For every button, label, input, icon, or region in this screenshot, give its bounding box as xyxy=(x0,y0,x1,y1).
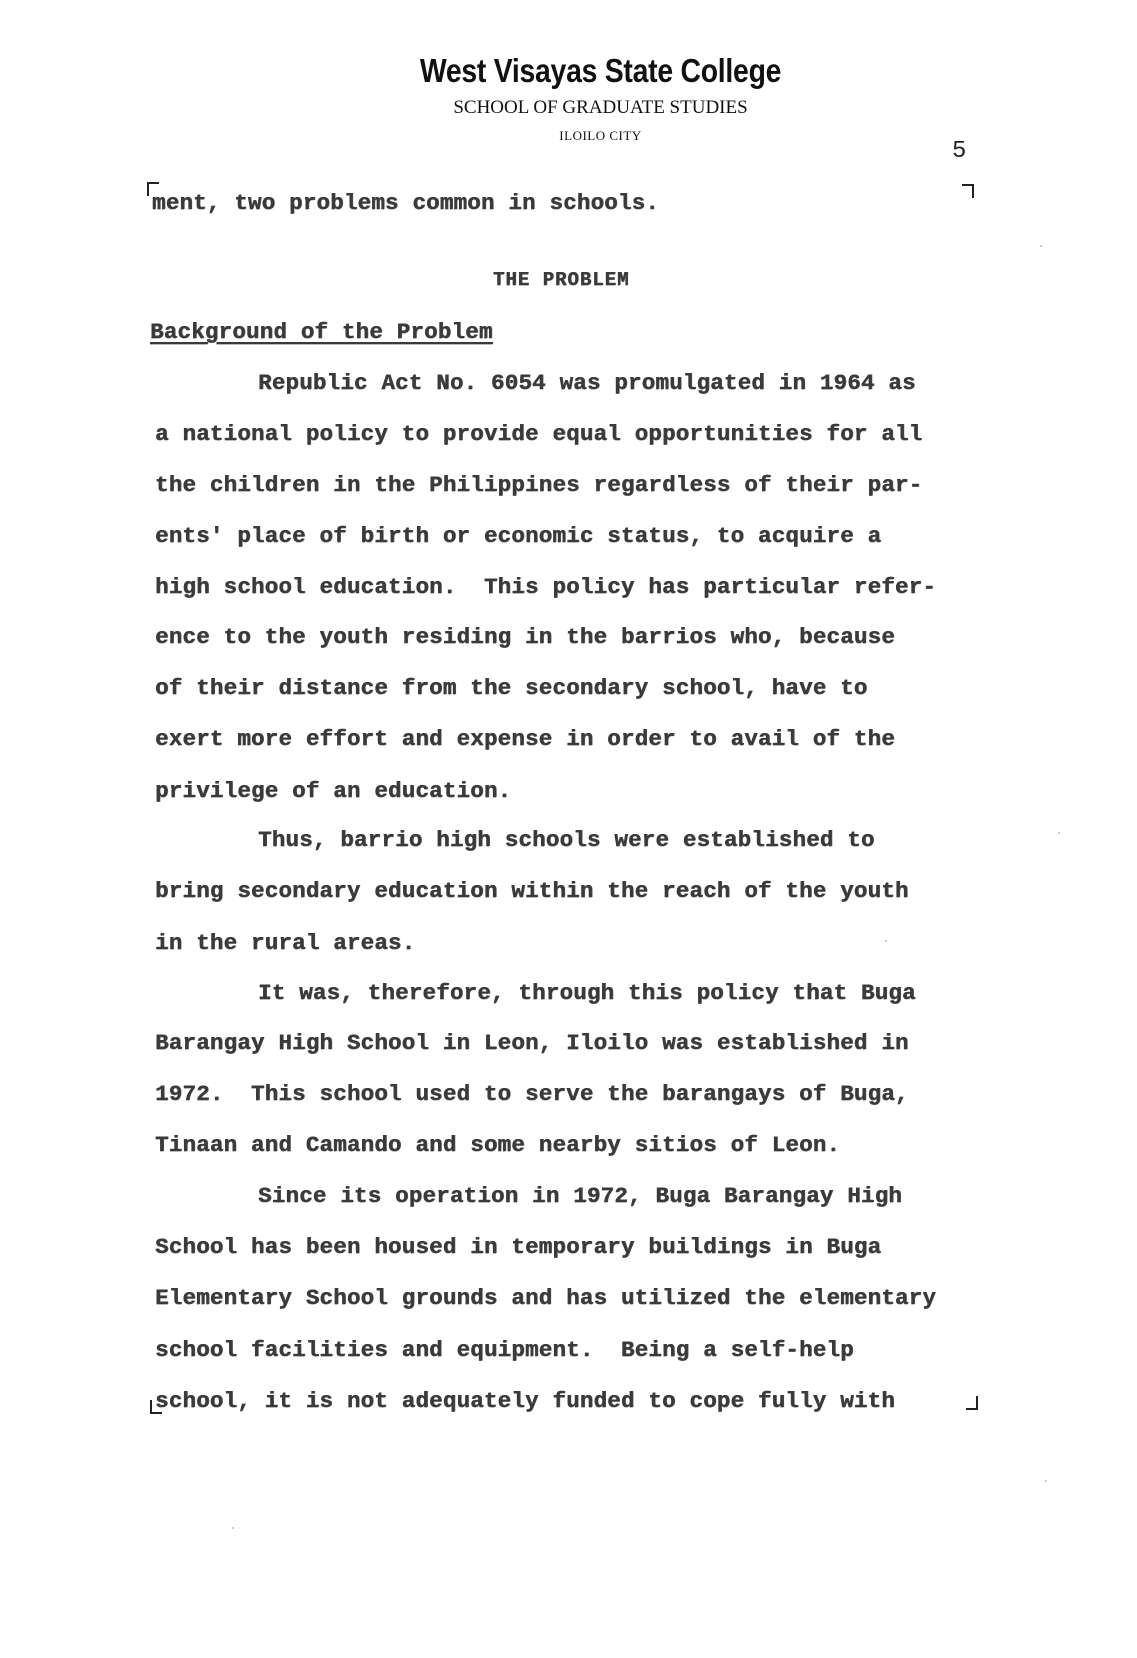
scan-speck xyxy=(232,1527,234,1529)
college-name: West Visayas State College xyxy=(419,52,782,89)
body-line: bring secondary education within the reach of the youth xyxy=(155,878,909,904)
section-heading: THE PROBLEM xyxy=(493,269,630,291)
city-name: ILOILO CITY xyxy=(559,128,642,143)
body-line: Elementary School grounds and has utilized the elementary xyxy=(155,1285,937,1311)
body-line: a national policy to provide equal opportunities for all xyxy=(155,421,923,447)
body-line: in the rural areas. xyxy=(155,930,416,956)
body-line: Tinaan and Camando and some nearby sitios of Leon. xyxy=(155,1132,841,1158)
body-line: school, it is not adequately funded to cope fully with xyxy=(155,1388,895,1414)
page-number: 5 xyxy=(952,138,967,165)
body-line: ents' place of birth or economic status, to acquire a xyxy=(155,523,882,549)
scan-speck xyxy=(1045,1480,1047,1482)
body-line: of their distance from the secondary school, have to xyxy=(155,675,868,701)
body-line: the children in the Philippines regardless of their par- xyxy=(155,472,923,498)
corner-mark-bottom-right xyxy=(966,1396,978,1410)
subsection-heading: Background of the Problem xyxy=(150,319,493,345)
body-line: school facilities and equipment. Being a self-help xyxy=(155,1337,854,1363)
body-line: Since its operation in 1972, Buga Barangay High xyxy=(258,1183,903,1209)
body-line: Thus, barrio high schools were established to xyxy=(258,827,875,853)
body-line: high school education. This policy has particular refer- xyxy=(155,574,937,600)
scan-speck xyxy=(885,940,887,942)
body-line: privilege of an education. xyxy=(155,778,512,804)
body-line: Barangay High School in Leon, Iloilo was established in xyxy=(155,1030,909,1056)
scan-speck xyxy=(1040,245,1042,247)
body-line: exert more effort and expense in order to avail of the xyxy=(155,726,895,752)
body-line: Republic Act No. 6054 was promulgated in 1964 as xyxy=(258,370,916,396)
continuation-line: ment, two problems common in schools. xyxy=(152,190,659,216)
school-name: SCHOOL OF GRADUATE STUDIES xyxy=(453,97,748,118)
body-line: School has been housed in temporary buildings in Buga xyxy=(155,1234,882,1260)
scan-speck xyxy=(1058,832,1060,834)
body-line: 1972. This school used to serve the barangays of Buga, xyxy=(155,1081,909,1107)
body-line: ence to the youth residing in the barrios who, because xyxy=(155,624,895,650)
corner-mark-top-right xyxy=(962,184,974,198)
body-line: It was, therefore, through this policy that Buga xyxy=(258,980,916,1006)
